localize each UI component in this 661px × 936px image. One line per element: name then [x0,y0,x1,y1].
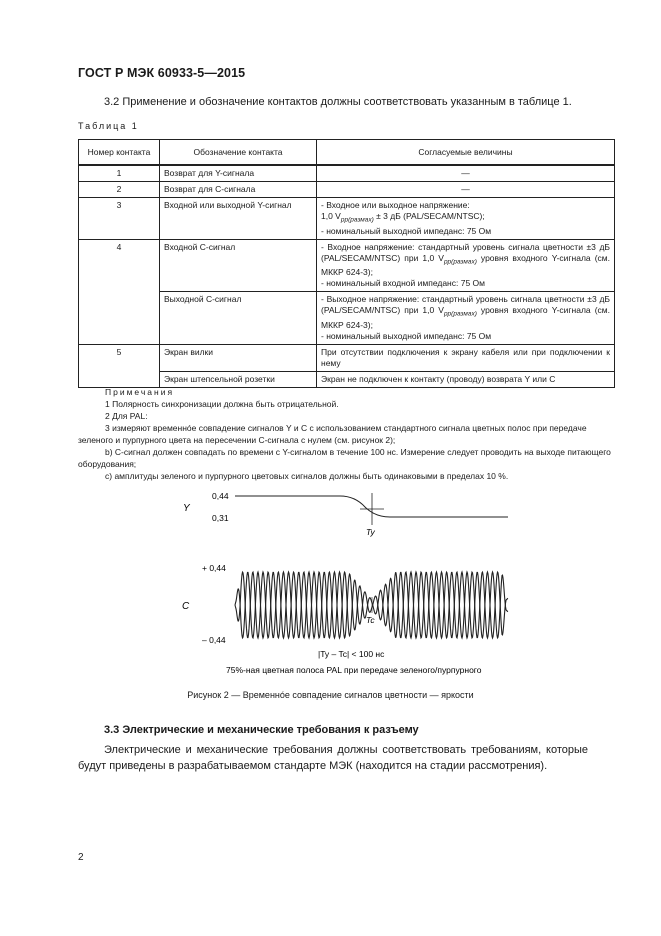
table-row [79,239,615,292]
value-line [321,242,610,279]
value-line: - номинальный выходной импеданс: 75 Ом [321,225,492,236]
value-text: уровня входного Y-сигнала (см. МККР 624-3); [321,305,610,331]
cell-name: Входной или выходной Y-сигнал [160,198,317,240]
notes-block [78,386,618,482]
cell-value: — [317,182,615,198]
note-item: 2 Для PAL: [105,411,148,421]
cell-value [317,239,615,292]
cell-number: 5 [79,345,160,372]
value-text: 1,0 V [321,211,341,221]
cell-number: 4 [79,239,160,292]
ty-label: Ty [366,527,375,537]
contacts-table [78,139,615,388]
y-bottom-level: 0,31 [212,513,229,523]
time-difference-label: |Ty – Tc| < 100 нс [318,649,385,659]
intro-paragraph: 3.2 Применение и обозначение контактов должны соответствовать указанным в таблице 1. [104,96,572,108]
cell-name: Экран вилки [160,345,317,372]
table-caption: Таблица 1 [78,121,139,131]
tc-label: Tc [366,615,375,625]
note-item: b) C-сигнал должен совпадать по времени с Y-сигналом в течение 100 нс. Измерение следует проводить на выходе питающего оборудования; [78,447,611,469]
col-header-number: Номер контакта [79,140,160,166]
value-line: - Входное или выходное напряжение: [321,200,470,210]
value-line [321,294,610,331]
table-row [79,345,615,372]
table-row [79,292,615,345]
cell-number: 2 [79,182,160,198]
value-subscript: pp(размах) [443,258,477,266]
cell-name: Экран штепсельной розетки [160,372,317,388]
note-item: c) амплитуды зеленого и пурпурного цветовых сигналов должны быть одинаковыми в пределах 10 %. [105,471,509,481]
timing-figure [150,485,530,685]
value-line [321,211,610,226]
table-header-row [79,140,615,166]
cell-value [317,198,615,240]
table-row [79,198,615,240]
table-row [79,182,615,198]
value-subscript: pp(размах) [340,216,374,224]
value-subscript: pp(размах) [443,311,477,319]
cell-value: При отсутствии подключения к экрану кабеля или при подключении к нему [317,345,615,372]
y-signal-label: Y [183,503,190,514]
table-row [79,165,615,182]
document-header: ГОСТ Р МЭК 60933-5—2015 [78,66,246,80]
cell-value: — [317,165,615,182]
value-line: - номинальный входной импеданс: 75 Ом [321,278,485,289]
value-text: - Входное напряжение: стандартный уровень сигнала цветности ±3 дБ (PAL/SECAM/NTSC) при 1,0 V [321,241,610,263]
section-paragraph: Электрические и механические требования должны соответствовать требованиям, которые будут приведены в разрабатываемом стандарте МЭК (находится на стадии рассмотрения). [78,744,588,772]
cell-value [317,292,615,345]
c-signal-waveform [235,572,508,638]
section-title: 3.3 Электрические и механические требования к разъему [104,724,419,736]
c-wave-trace-2 [235,572,508,638]
y-signal-curve [235,496,508,517]
cell-number: 3 [79,198,160,240]
cell-name: Возврат для Y-сигнала [160,165,317,182]
c-top-level: + 0,44 [202,563,226,573]
note-item: 3 измеряют временнóе совпадение сигналов Y и C с использованием стандартного сигнала цветных полос при передаче зеленого и пурпурного цвета на пересечении C-сигнала с нулем (см. рисунок 2); [78,423,587,445]
cell-number: 1 [79,165,160,182]
cell-value: Экран не подключен к контакту (проводу) возврата Y или C [317,372,615,388]
value-text: ± 3 дБ (PAL/SECAM/NTSC); [373,211,485,221]
col-header-values: Согласуемые величины [317,140,615,166]
c-signal-label: C [182,601,190,612]
page-number: 2 [78,852,84,863]
value-text: - Выходное напряжение: стандартный уровень сигнала цветности ±3 дБ (PAL/SECAM/NTSC) при 1,0 V [321,294,610,316]
col-header-name: Обозначение контакта [160,140,317,166]
cell-name: Возврат для C-сигнала [160,182,317,198]
figure-sublabel: 75%-ная цветная полоса PAL при передаче зеленого/пурпурного [226,665,482,675]
note-item: 1 Полярность синхронизации должна быть отрицательной. [105,399,339,409]
notes-title: Примечания [105,387,175,397]
value-line: - номинальный выходной импеданс: 75 Ом [321,331,492,342]
y-top-level: 0,44 [212,491,229,501]
c-bottom-level: – 0,44 [202,635,226,645]
cell-number [79,292,160,345]
figure-caption: Рисунок 2 — Временнóе совпадение сигналов цветности — яркости [187,690,474,700]
value-text: уровня входного Y-сигнала (см. МККР 624-3); [321,252,610,278]
cell-name: Выходной C-сигнал [160,292,317,345]
cell-name: Входной C-сигнал [160,239,317,292]
